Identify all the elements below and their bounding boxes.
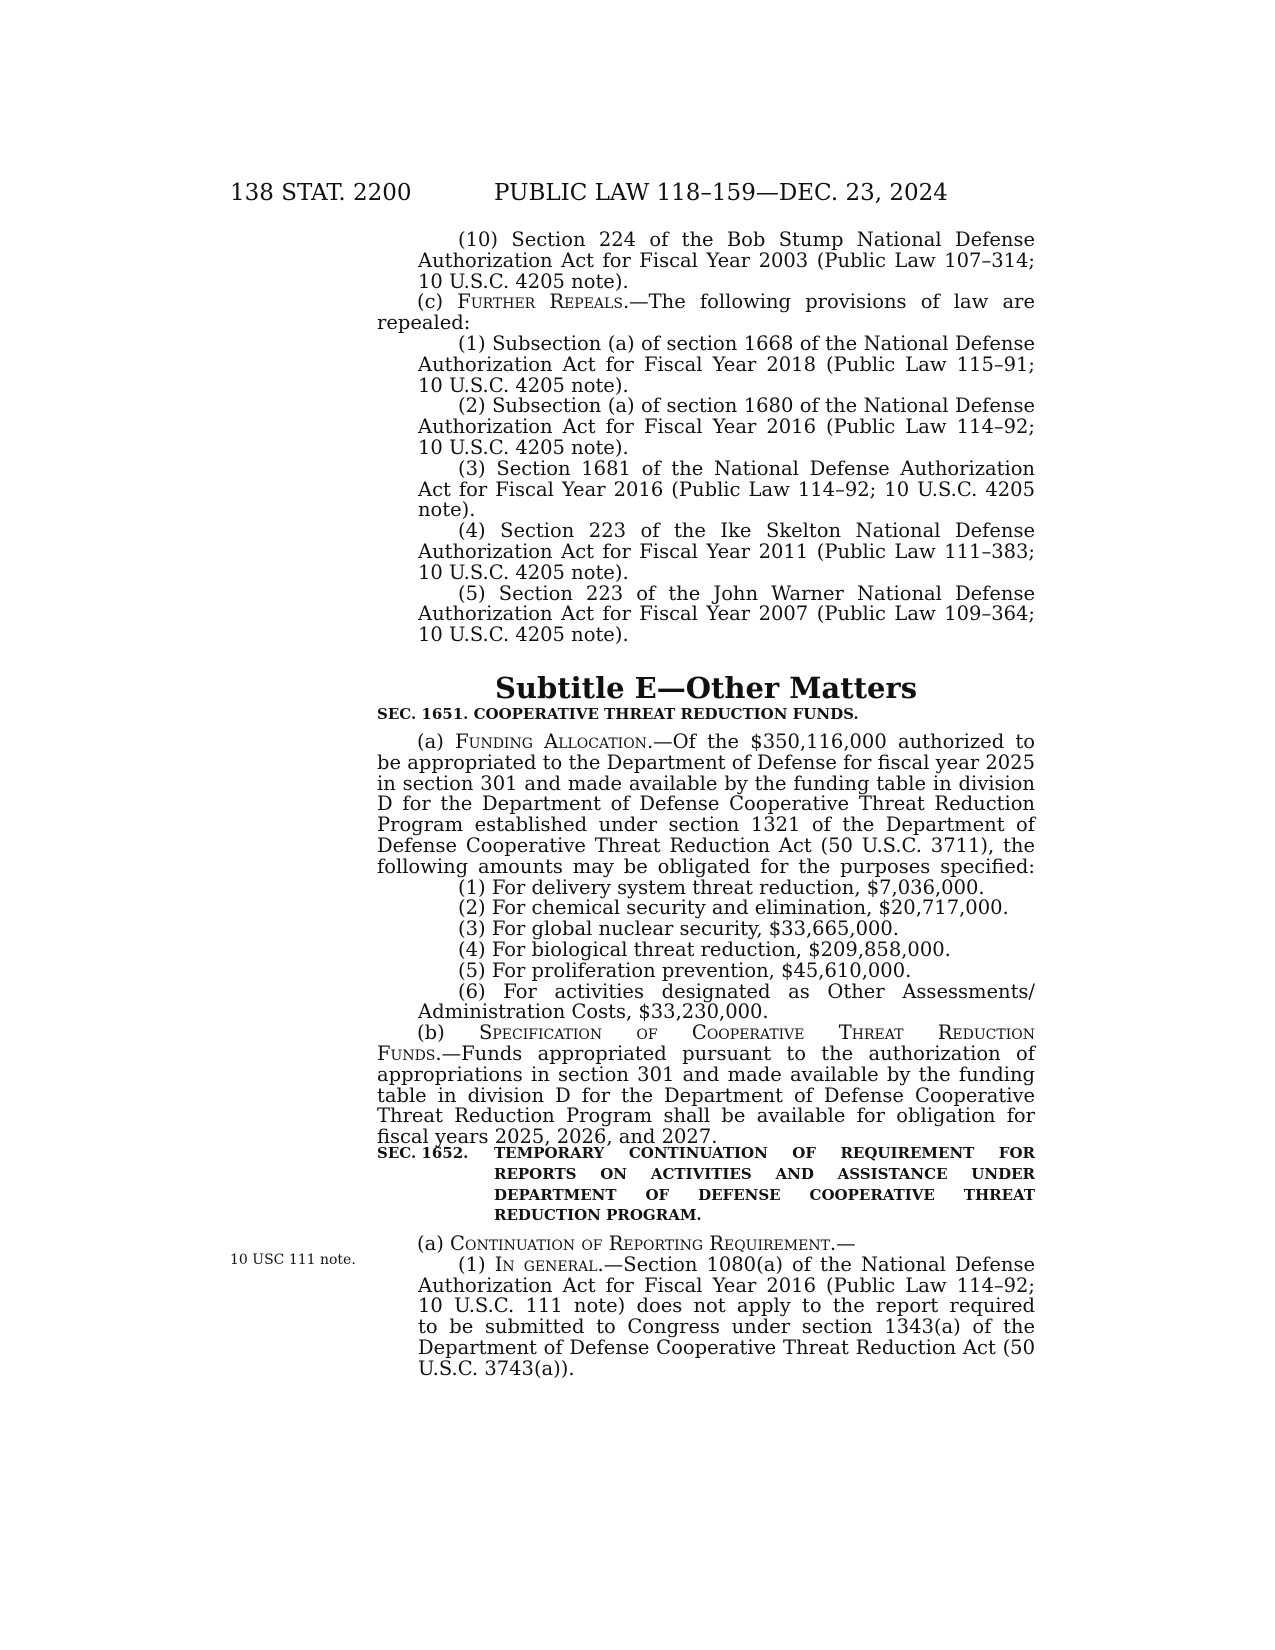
repeal-item-2: (2) Subsection (a) of section 1680 of the National Defense Authorization Act for Fiscal Year 2016 (Public Law 114–92; 10 U.S.C. 4205 note). (418, 394, 1035, 459)
funding-allocation-heading: Funding Allocation (455, 730, 647, 753)
top-provisions (377, 230, 1035, 646)
funding-item: (2) For chemical security and elimination, $20,717,000. (458, 896, 1009, 920)
stat-page-number: 138 STAT. 2200 (230, 180, 412, 206)
marginal-note: 10 USC 111 note. (230, 1252, 356, 1268)
subsection-a-continuation: (a) Continuation of Reporting Requirement.— (417, 1232, 856, 1255)
funding-items-list (377, 875, 1035, 982)
funding-item: (4) For biological threat reduction, $209,858,000. (458, 937, 951, 961)
sec-1652-heading: SEC. 1652. TEMPORARY CONTINUATION OF REQUIREMENT FOR REPORTS ON ACTIVITIES AND ASSISTANCE UNDER DEPARTMENT OF DEFENSE COOPERATIVE THREAT REDUCTION PROGRAM. (377, 1144, 1035, 1225)
sec-1651-body (377, 732, 1035, 1148)
sec-1652-body (377, 1234, 1035, 1380)
public-law-citation: PUBLIC LAW 118–159—DEC. 23, 2024 (494, 180, 948, 206)
paragraph-10: (10) Section 224 of the Bob Stump National Defense Authorization Act for Fiscal Year 2003 (Public Law 107–314; 10 U.S.C. 4205 note). (418, 228, 1035, 293)
funding-item: (3) For global nuclear security, $33,665,000. (458, 917, 900, 941)
repeal-item-1: (1) Subsection (a) of section 1668 of the National Defense Authorization Act for Fiscal Year 2018 (Public Law 115–91; 10 U.S.C. 4205 note). (418, 331, 1035, 397)
specification-heading: Specification of Cooperative Threat Reduction (479, 1021, 1035, 1045)
subsection-b-specification: (b) Specification of Cooperative Threat Reduction Funds.—Funds appropriated pursuant to the authorization of appropriations in section 301 and made available by the funding table in division D for the Department of Defense Cooperative Threat Reduction Program shall be available for obligation for fiscal years 2025, 2026, and 2027. (377, 1021, 1035, 1149)
repeal-item-3: (3) Section 1681 of the National Defense Authorization Act for Fiscal Year 2016 (Public Law 114–92; 10 U.S.C. 4205 note). (418, 456, 1035, 522)
subsection-a-funding-allocation: (a) Funding Allocation.—Of the $350,116,000 authorized to be appropriated to the Department of Defense for fiscal year 2025 in section 301 and made available by the funding table in division D for the Department of Defense Cooperative Threat Reduction Program established under section 1321 of the Department of Defense Cooperative Threat Reduction Act (50 U.S.C. 3711), the following amounts may be obligated for the purposes specified: (377, 730, 1035, 878)
funding-item: (5) For proliferation prevention, $45,610,000. (458, 958, 912, 982)
repeal-item-4: (4) Section 223 of the Ike Skelton National Defense Authorization Act for Fiscal Year 2011 (Public Law 111–383; 10 U.S.C. 4205 note). (418, 519, 1035, 584)
repeal-item-5: (5) Section 223 of the John Warner National Defense Authorization Act for Fiscal Year 2007 (Public Law 109–364; 10 U.S.C. 4205 note). (418, 581, 1035, 647)
running-header (0, 180, 1275, 220)
funding-item-6: (6) For activities designated as Other Assessments/ Administration Costs, $33,230,000. (418, 979, 1035, 1024)
subsection-c-further-repeals: (c) Further Repeals.—The following provisions of law are repealed: (377, 290, 1036, 335)
subtitle-heading: Subtitle E—Other Matters (494, 671, 918, 705)
sec-1651-heading: SEC. 1651. COOPERATIVE THREAT REDUCTION FUNDS. (377, 705, 859, 723)
funding-item: (1) For delivery system threat reduction, $7,036,000. (458, 875, 985, 899)
paragraph-1-in-general: (1) In general.—Section 1080(a) of the National Defense Authorization Act for Fiscal Year 2016 (Public Law 114–92; 10 U.S.C. 111 note) does not apply to the report required to be submitted to Congress under section 1343(a) of the Department of Defense Cooperative Threat Reduction Act (50 U.S.C. 3743(a)). (418, 1252, 1035, 1380)
subsection-c-heading: Further Repeals (457, 290, 623, 314)
